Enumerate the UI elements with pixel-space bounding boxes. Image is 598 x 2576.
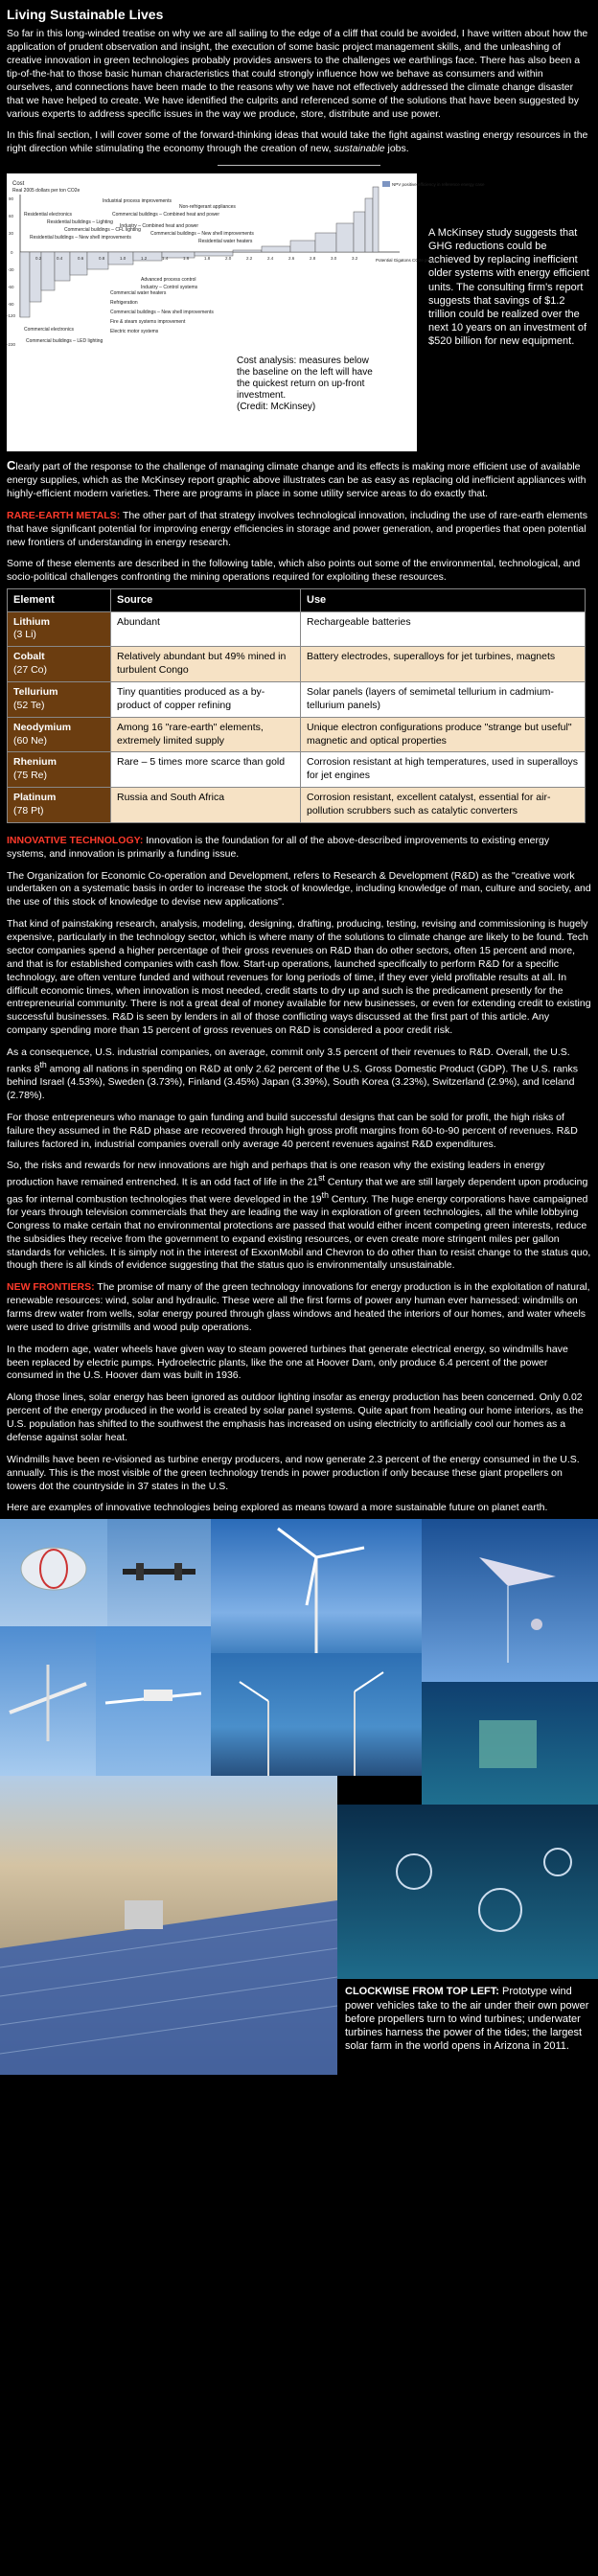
svg-text:2.8: 2.8: [310, 256, 316, 262]
element-cell: Platinum (78 Pt): [8, 788, 111, 823]
label-bottom: Commercial buildings – LED lighting: [26, 338, 104, 345]
element-cell: Rhenium (75 Re): [8, 752, 111, 788]
source-cell: Russia and South Africa: [111, 788, 301, 823]
us-ranking-paragraph: [7, 1046, 591, 1103]
section-divider: [218, 165, 380, 166]
svg-text:-230: -230: [7, 342, 16, 348]
airborne-turbine-graphic: [107, 1519, 211, 1626]
svg-text:1.6: 1.6: [183, 256, 190, 262]
label-bottom: Industry – Control systems: [141, 285, 198, 291]
label-top: Commercial buildings – CFL lighting: [64, 227, 141, 234]
solar-farm-graphic: [0, 1776, 337, 2075]
element-cell: Tellurium (52 Te): [8, 682, 111, 718]
dropcap: C: [7, 458, 16, 473]
rare-earth-paragraph: [7, 510, 591, 550]
innovation-heading: INNOVATIVE TECHNOLOGY:: [7, 834, 144, 846]
label-bottom: Advanced process control: [141, 277, 196, 284]
svg-text:0: 0: [11, 250, 13, 256]
airship-graphic: [0, 1519, 107, 1626]
figure-row: [7, 173, 591, 451]
source-cell: Rare – 5 times more scarce than gold: [111, 752, 301, 788]
use-cell: Corrosion resistant at high temperatures, used in superalloys for jet engines: [301, 752, 586, 788]
table-intro-paragraph: Some of these elements are described in the following table, which also points out some of the environmental, technological, and socio-political challenges confronting the mining operations required for exploiting these resources.: [7, 558, 581, 584]
tidal-turbine-photo: [211, 1653, 422, 1776]
column-header: Use: [301, 589, 586, 612]
wind-plane-photo: [96, 1626, 211, 1776]
y-axis-ticks: [7, 196, 16, 347]
label-top: Residential water heaters: [198, 239, 253, 245]
table-row: [8, 788, 586, 823]
underwater-turbine-photo: [422, 1682, 598, 1805]
use-cell: Battery electrodes, superalloys for jet turbines, magnets: [301, 647, 586, 682]
cost-annotation-text: Cost analysis: measures below the baseline on the left will have the quickest return on up-front investment.: [237, 356, 373, 402]
offshore-wind-photo: [211, 1519, 422, 1653]
airborne-turbine-photo: [107, 1519, 211, 1626]
text-run: The promise of many of the green technology innovations for energy production is in the exploitation of natural, renewable resources: wind, solar and hydraulic. These were all the first forms of power any human ever harnessed: windmills on farms drew water from wells, solar energy poured through glass windows and heated the interiors of our homes, and water wheels were used to drive gristmills and wood pulp operations.: [7, 1281, 590, 1333]
text-run: Century that we are still largely dependent upon producing gas for internal combustion technologies that were developed in the 19: [7, 1176, 588, 1206]
svg-text:2.0: 2.0: [225, 256, 232, 262]
source-cell: Tiny quantities produced as a by-product of copper refining: [111, 682, 301, 718]
element-cell: Neodymium (60 Ne): [8, 717, 111, 752]
text-run: jobs.: [384, 143, 409, 155]
emphasis: sustainable: [334, 143, 385, 155]
cost-annotation: [237, 356, 380, 413]
superscript: st: [318, 1173, 325, 1184]
element-cell: Lithium (3 Li): [8, 611, 111, 647]
svg-text:0.8: 0.8: [99, 256, 105, 262]
label-bottom: Electric motor systems: [110, 329, 159, 335]
svg-text:0.2: 0.2: [35, 256, 42, 262]
intro-paragraph: So far in this long-winded treatise on why we are all sailing to the edge of a cliff that could be avoided, I have written about how the application of prudent observation and insight, the execution of some basic project management skills, and the unleashing of creative innovation in green technologies probably provides answers to the challenges we earthlings face. There has also been a tip-of-the-hat to those basic human characteristics that could strongly influence how we behave as consumers and within ourselves, and connections have been made to the reasons why we have not effectively addressed the climate change disaster that we have helped to create. We have identified the culprits and referenced some of the solutions that have been suggested by various experts to address specific issues in the way we produce, store, distribute and use power.: [7, 28, 588, 120]
windmills-paragraph: Windmills have been re-visioned as turbine energy producers, and now generate 2.3 percent of the energy consumed in the U.S. annually. This is the most visible of the green technology trends in power production if only because these giant propellers on towers dot the countryside in 37 states in the U.S.: [7, 1453, 580, 1492]
label-bottom: Refrigeration: [110, 300, 138, 307]
table-row: [8, 717, 586, 752]
research-cost-paragraph: That kind of painstaking research, analysis, modeling, designing, drafting, producing, testing, revising and commissioning is hugely expensive, particularly in the technology sector, which is where many of the solutions to climate change are likely to be found. Tech sector companies spend a higher percentage of their gross revenues on R&D than do other sectors, often 15 percent and more, and that is for established companies with cash flow. Start-up operations, launched specifically to perform R&D for a specific technology, are often venture funded and without revenues for long periods of time, if they ever yield profitable results at all. In difficult economic times, when innovation is most needed, credit starts to dry up and such is the predicament presently for the entrepreneurial community. There is not a great deal of money available for new businesses, or even for extending credit to existing successful businesses. R&D is seen by lenders in all of those conflicting ways discussed at the first part of this article. Any company spending more than 15 percent of gross revenues on R&D is considered a poor credit risk.: [7, 918, 591, 1037]
text-run: So, the risks and rewards for new innovations are high and perhaps that is one reason why the existing leaders in energy production have remained entrenched. It is an odd fact of life in the 21: [7, 1160, 545, 1188]
intro-paragraph-2: [7, 129, 591, 156]
label-top: Residential buildings – Lighting: [47, 219, 113, 226]
svg-text:0.6: 0.6: [78, 256, 84, 262]
label-bottom: Commercial buildings – New shell improvements: [110, 310, 214, 316]
legend-label: NPV positive efficiency in reference energy case: [392, 182, 485, 188]
column-header: Element: [8, 589, 111, 612]
label-top: Industrial process improvements: [103, 198, 172, 205]
solar-glider-photo: [0, 1626, 96, 1776]
svg-text:60: 60: [9, 214, 14, 219]
solar-farm-photo: [0, 1776, 337, 2075]
figure-side-text: A McKinsey study suggests that GHG reductions could be achieved by replacing inefficient older systems with energy efficient units. The consulting firm's report suggests that savings of $1.2 trillion could be realized over the next 10 years on an investment of $520 billion for new equipment.: [428, 227, 589, 347]
caption-text: Prototype wind power vehicles take to the air under their own power before propellers turn to wind turbines; underwater turbines harness the power of the tides; the largest solar farm in the world opens in Arizona in 2011.: [345, 1986, 589, 2053]
label-top: Residential electronics: [24, 212, 73, 218]
svg-text:1.8: 1.8: [204, 256, 211, 262]
use-cell: Corrosion resistant, excellent catalyst, essential for air-pollution scrubbers such as catalytic converters: [301, 788, 586, 823]
page-title: Living Sustainable Lives: [7, 7, 164, 22]
wind-airship-photo: [0, 1519, 107, 1626]
svg-text:-30: -30: [8, 267, 14, 273]
text-run: The other part of that strategy involves technological innovation, including the use of rare-earth elements that have significant potential for improving energy efficiencies in storage and power generation, and properties that open potential new frontiers of understanding in energy research.: [7, 509, 587, 548]
svg-text:30: 30: [9, 231, 14, 237]
column-header: Source: [111, 589, 301, 612]
rare-earth-heading: RARE-EARTH METALS:: [7, 509, 121, 521]
modern-age-paragraph: In the modern age, water wheels have given way to steam powered turbines that generate electrical energy, so windmills have been replaced by electric pumps. Hydroelectric plants, like the one at Hoover Dam, only produce 6.4 percent of the power consumed in the U.S. Hoover dam was built in 1936.: [7, 1343, 568, 1382]
table-header-row: [8, 589, 586, 612]
label-bottom: Commercial electronics: [24, 327, 74, 334]
underwater-propellers-graphic: [337, 1805, 598, 1979]
superscript: th: [39, 1059, 47, 1070]
svg-text:2.2: 2.2: [246, 256, 253, 262]
kite-graphic: [422, 1519, 598, 1682]
table-row: [8, 752, 586, 788]
label-bottom: Commercial water heaters: [110, 290, 167, 297]
text-run: learly part of the response to the challenge of managing climate change and its effects is making more efficient use of available energy supplies, which as the McKinsey report graphic above illustrates can be as easy as replacing old inefficient appliances with highly-efficient modern varieties. There are programs in place in some utility service areas to do exactly that.: [7, 461, 586, 499]
svg-text:-90: -90: [8, 302, 14, 308]
svg-text:2.4: 2.4: [267, 256, 274, 262]
svg-text:3.2: 3.2: [352, 256, 358, 262]
mckinsey-cost-curve-figure: [7, 173, 485, 451]
axis-label-right: Potential Gigatons CO2e per year: [376, 258, 441, 264]
efficiency-paragraph: [7, 457, 591, 501]
svg-text:-60: -60: [8, 285, 14, 290]
frontiers-heading: NEW FRONTIERS:: [7, 1281, 95, 1294]
text-run: Innovation is the foundation for all of the above-described improvements to existing energy systems, and innovation is primarily a funding issue.: [7, 834, 550, 860]
use-cell: Rechargeable batteries: [301, 611, 586, 647]
svg-text:1.2: 1.2: [141, 256, 148, 262]
chart-title: Cost: [12, 181, 25, 188]
table-row: [8, 647, 586, 682]
label-top: Industry – Combined heat and power: [120, 223, 198, 230]
source-cell: Among 16 "rare-earth" elements, extremely limited supply: [111, 717, 301, 752]
examples-paragraph: Here are examples of innovative technologies being explored as means toward a more sustainable future on planet earth.: [7, 1502, 548, 1514]
underwater-turbine-graphic: [422, 1682, 598, 1805]
innovation-paragraph: [7, 835, 591, 862]
source-cell: Relatively abundant but 49% mined in turbulent Congo: [111, 647, 301, 682]
rare-earth-table: [7, 588, 586, 823]
text-run: Century. The huge energy corporations have campaigned for years through television commercials that they are leading the way in exploration of green technologies, all the while lobbying Congress to make certain that no environmental protections are passed that would either incent competing green interests, reduce the subsidies they receive from the government to expand existing resources, or even create more stringent miles per gallon standards for vehicles. It is simply not in the interest of ExxonMobil and Chevron to do other than to resist change to the status quo, though there is all kinds of evidence suggesting that the status quo is environmentally unsustainable.: [7, 1193, 591, 1272]
text-run: As a consequence, U.S. industrial companies, on average, commit only 3.5 percent of their revenues to R&D. Overall, the U.S. ranks 8: [7, 1046, 570, 1075]
label-top: Commercial buildings – New shell improvements: [150, 231, 254, 238]
underwater-propellers-photo: [337, 1805, 598, 1979]
svg-text:3.0: 3.0: [331, 256, 337, 262]
svg-text:-120: -120: [7, 313, 16, 319]
source-cell: Abundant: [111, 611, 301, 647]
frontiers-paragraph: [7, 1281, 591, 1334]
sea-turbines-graphic: [211, 1653, 422, 1776]
label-top: Commercial buildings – Combined heat and power: [112, 212, 220, 218]
table-row: [8, 611, 586, 647]
glider-graphic: [0, 1626, 96, 1776]
superscript: th: [321, 1189, 329, 1200]
gallery-caption: [337, 1979, 598, 2075]
chart-subtitle: Real 2005 dollars per ton CO2e: [12, 188, 80, 195]
plane-graphic: [96, 1626, 211, 1776]
text-run: among all nations in spending on R&D at only 2.62 percent of the U.S. Gross Domestic Product (GDP). The U.S. ranks behind Israel (4.53%), Sweden (3.73%), Finland (3.45%) Japan (3.39%), South Korea (3.23%), Switzerland (2.9%), and Iceland (2.78%).: [7, 1063, 578, 1102]
legend-swatch: [382, 181, 390, 187]
text-run: In this final section, I will cover some of the forward-thinking ideas that would take the fight against wasting energy resources in the right direction while stimulating the economy through the creation of new,: [7, 129, 588, 155]
label-top: Residential buildings – New shell improvements: [30, 235, 131, 242]
element-cell: Cobalt (27 Co): [8, 647, 111, 682]
use-cell: Unique electron configurations produce "strange but useful" magnetic and optical properties: [301, 717, 586, 752]
svg-text:1.4: 1.4: [162, 256, 169, 262]
photo-gallery: [0, 1519, 598, 2075]
use-cell: Solar panels (layers of semimetal tellurium in cadmium-tellurium panels): [301, 682, 586, 718]
svg-text:1.0: 1.0: [120, 256, 126, 262]
label-bottom: Fire & steam systems improvement: [110, 319, 186, 326]
kite-turbine-photo: [422, 1519, 598, 1682]
figure-credit: (Credit: McKinsey): [237, 402, 316, 413]
caption-heading: CLOCKWISE FROM TOP LEFT:: [345, 1986, 499, 1998]
svg-text:0.4: 0.4: [57, 256, 63, 262]
svg-text:2.6: 2.6: [288, 256, 295, 262]
table-row: [8, 682, 586, 718]
oecd-paragraph: The Organization for Economic Co-operation and Development, refers to Research & Development (R&D) as the "creative work undertaken on a systematic basis in order to increase the stock of knowledge, including knowledge of man, culture and society, and the use of this stock of knowledge to devise new applications".: [7, 869, 591, 908]
svg-text:90: 90: [9, 196, 14, 202]
solar-paragraph: Along those lines, solar energy has been ignored as outdoor lighting insofar as energy production has been concerned. Only 0.02 percent of the energy produced in the world is created by solar panel systems. Quite apart from heating our home interiors, as the U.S. population has shifted to the southwest the emphasis has increased on using electricity to artificially cool our homes as a defense against solar heat.: [7, 1392, 584, 1443]
risks-paragraph: [7, 1160, 591, 1273]
label-top: Non-refrigerant appliances: [179, 204, 236, 211]
wind-turbine-graphic: [211, 1519, 422, 1653]
entrepreneur-paragraph: For those entrepreneurs who manage to gain funding and build successful designs that can be sold for profit, the high risks of failure they assumed in the R&D phase are recovered through high gross profit margins from 60-to-90 percent of revenues. R&D failures factored in, industrial companies overall only average 40 percent revenues against R&D expenditures.: [7, 1111, 578, 1150]
